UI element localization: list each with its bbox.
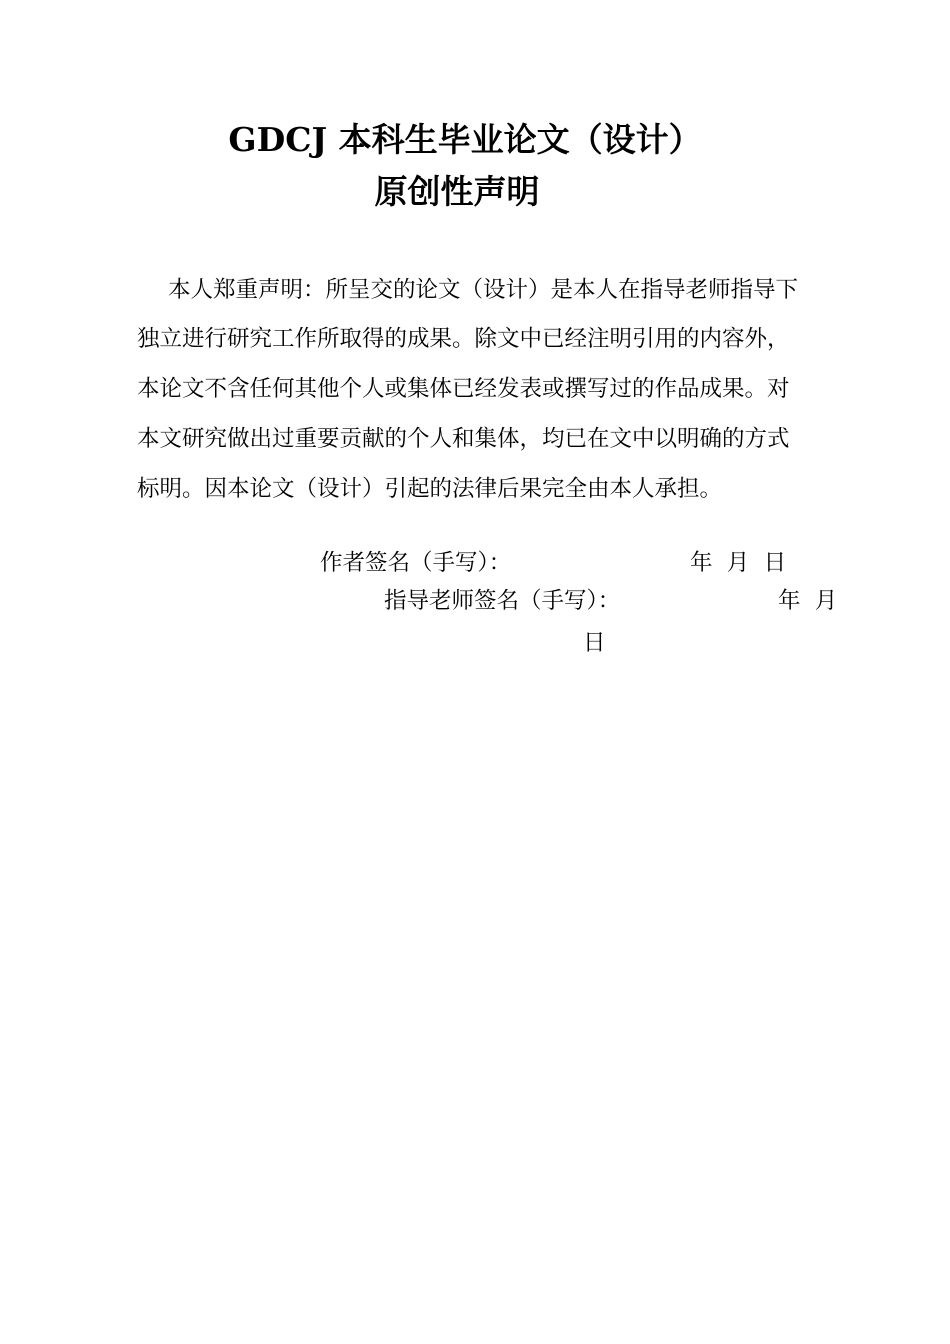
advisor-date-label: 年 月	[778, 588, 838, 614]
declaration-line: 本人郑重声明：所呈交的论文（设计）是本人在指导老师指导下	[168, 277, 799, 303]
author-date-label: 年 月 日	[690, 550, 787, 576]
declaration-line: 标明。因本论文（设计）引起的法律后果完全由本人承担。	[137, 476, 723, 502]
declaration-line: 独立进行研究工作所取得的成果。除文中已经注明引用的内容外，	[137, 326, 790, 352]
document-subtitle: 原创性声明	[374, 172, 540, 211]
declaration-line: 本论文不含任何其他个人或集体已经发表或撰写过的作品成果。对	[137, 376, 790, 402]
author-signature-label: 作者签名（手写）：	[320, 550, 512, 576]
declaration-line: 本文研究做出过重要贡献的个人和集体，均已在文中以明确的方式	[137, 426, 790, 452]
document-title: GDCJ 本科生毕业论文（设计）	[228, 120, 702, 159]
advisor-signature-label: 指导老师签名（手写）：	[384, 588, 621, 614]
advisor-day-label: 日	[583, 630, 606, 656]
